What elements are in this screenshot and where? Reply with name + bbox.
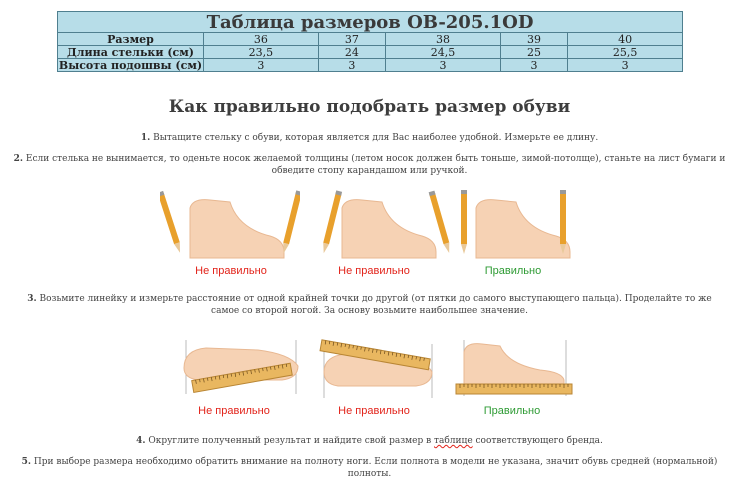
table-cell: 3 bbox=[386, 59, 501, 72]
caption-right: Правильно bbox=[483, 405, 541, 417]
caption-wrong: Не правильно bbox=[338, 265, 410, 277]
table-cell: 3 bbox=[318, 59, 385, 72]
foot-pencil-wrong-illustration bbox=[316, 188, 456, 264]
foot-pencil-wrong-illustration bbox=[160, 188, 300, 264]
table-cell: 25 bbox=[500, 46, 567, 59]
step-number: 2. bbox=[13, 154, 24, 164]
table-cell: 25,5 bbox=[568, 46, 683, 59]
caption-wrong: Не правильно bbox=[198, 405, 270, 417]
caption-right: Правильно bbox=[484, 265, 542, 277]
foot-ruler-right-illustration bbox=[454, 338, 574, 400]
table-row bbox=[58, 46, 683, 59]
step-text: Вытащите стельку с обуви, которая является для Вас наиболее удобной. Измерьте ее длину. bbox=[150, 133, 599, 143]
step-number: 5. bbox=[21, 457, 32, 467]
step-3 bbox=[12, 293, 727, 317]
table-cell: 40 bbox=[568, 33, 683, 46]
step-number: 1. bbox=[140, 133, 151, 143]
table-cell: 3 bbox=[204, 59, 319, 72]
page-heading: Как правильно подобрать размер обуви bbox=[168, 97, 571, 117]
row-label: Высота подошвы (см) bbox=[58, 58, 203, 72]
step-5 bbox=[12, 456, 727, 480]
step-text: соответствующего бренда. bbox=[472, 436, 603, 446]
step-text: При выборе размера необходимо обратить внимание на полноту ноги. Если полнота в модели не указана, значит обувь средней (нормальной) полноты. bbox=[31, 457, 718, 479]
foot-pencil-right-illustration bbox=[456, 188, 596, 264]
table-row bbox=[58, 33, 683, 46]
table-cell: 24 bbox=[318, 46, 385, 59]
step-text: Округлите полученный результат и найдите свой размер в bbox=[145, 436, 435, 446]
size-table bbox=[57, 11, 683, 72]
step-number: 3. bbox=[27, 294, 37, 304]
table-link-word: таблице bbox=[434, 436, 473, 446]
caption-wrong: Не правильно bbox=[195, 265, 267, 277]
table-cell: 3 bbox=[568, 59, 683, 72]
step-text: Если стелька не вынимается, то оденьте носок желаемой толщины (летом носок должен быть тоньше, зимой-потолще), станьте на лист бумаги и обведите стопу карандашом или ручкой. bbox=[23, 154, 726, 176]
table-row bbox=[58, 59, 683, 72]
foot-ruler-wrong-illustration bbox=[316, 338, 442, 400]
table-cell: 37 bbox=[318, 33, 385, 46]
table-cell: 3 bbox=[500, 59, 567, 72]
row-label: Размер bbox=[58, 33, 204, 46]
table-cell: 23,5 bbox=[204, 46, 319, 59]
caption-wrong: Не правильно bbox=[338, 405, 410, 417]
foot-ruler-wrong-illustration bbox=[178, 338, 304, 400]
step-4 bbox=[12, 435, 727, 447]
table-title: Таблица размеров OB-205.1OD bbox=[58, 12, 683, 33]
step-2 bbox=[12, 153, 727, 177]
table-cell: 38 bbox=[386, 33, 501, 46]
table-cell: 39 bbox=[500, 33, 567, 46]
step-text: Возьмите линейку и измерьте расстояние от одной крайней точки до другой (от пятки до самого выступающего пальца). Проделайте то же самое со второй ногой. За основу возьмите наибольшее значение. bbox=[36, 294, 712, 316]
step-1 bbox=[12, 132, 727, 144]
table-cell: 36 bbox=[204, 33, 319, 46]
table-cell: 24,5 bbox=[386, 46, 501, 59]
step-number: 4. bbox=[136, 436, 146, 446]
row-label: Длина стельки (см) bbox=[58, 46, 204, 59]
